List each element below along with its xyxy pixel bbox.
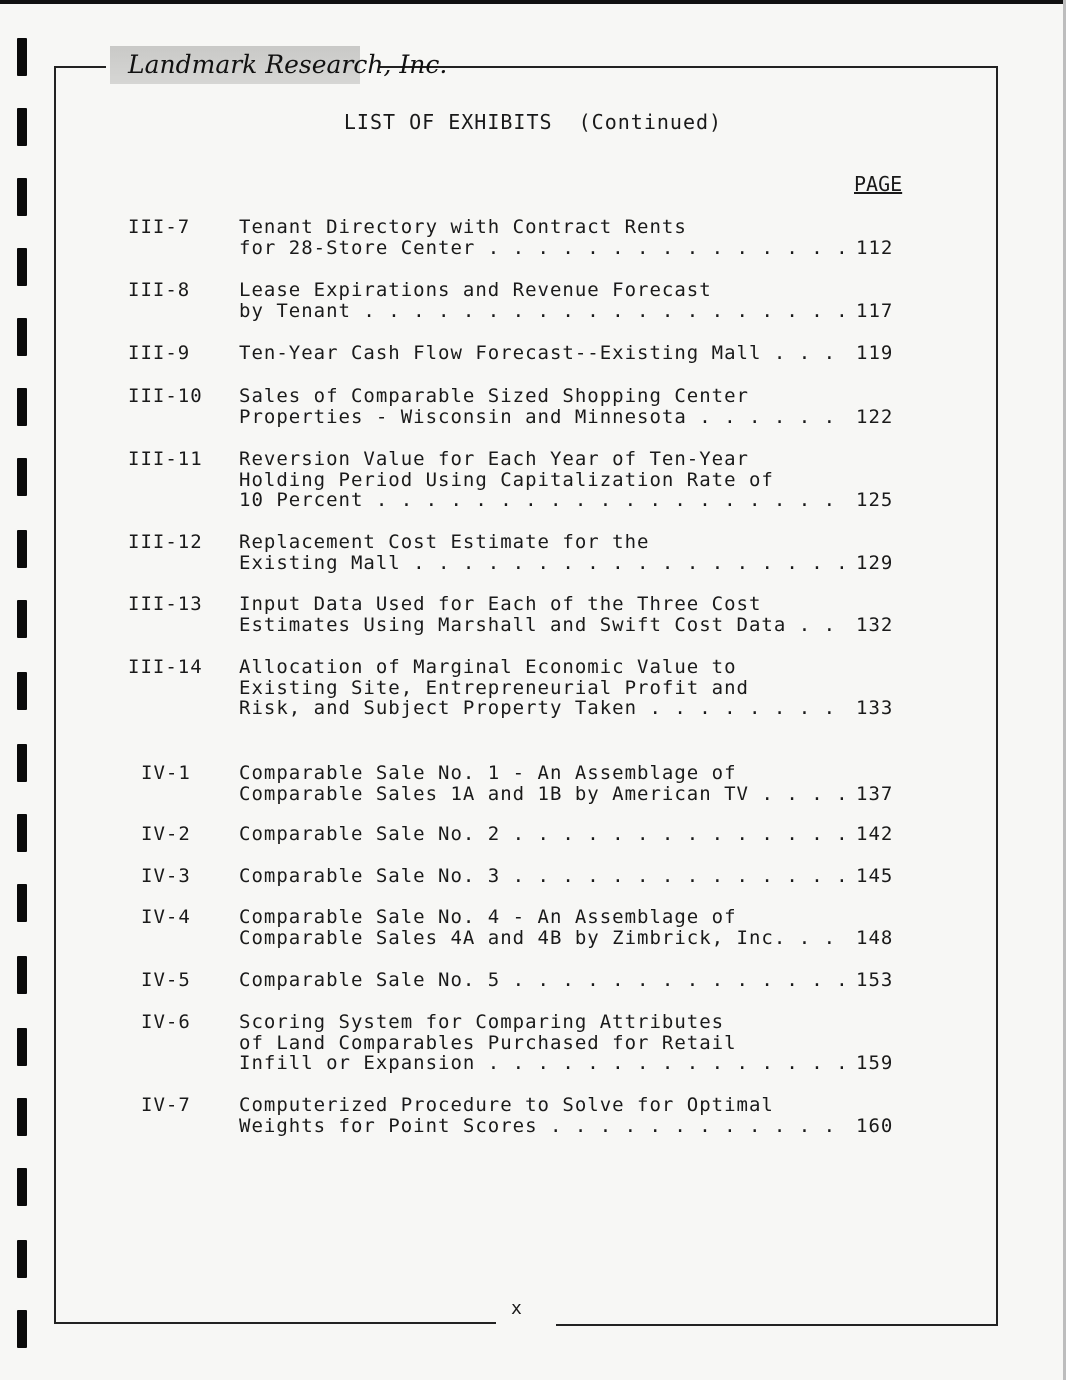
dot-leader: . . . . . . . . . . . . . . . <box>475 1052 849 1075</box>
binder-hole <box>17 1028 27 1066</box>
exhibit-number: III-13 <box>128 593 203 615</box>
dot-leader: . . . . . . . . . . . . . . <box>500 823 849 845</box>
exhibit-page-number: 132 <box>856 613 894 636</box>
exhibit-title-line <box>239 1032 829 1054</box>
exhibit-title-text: Infill or Expansion <box>239 1052 476 1075</box>
exhibit-number: III-11 <box>128 448 203 470</box>
exhibit-title-text: Ten-Year Cash Flow Forecast--Existing Mall <box>239 342 762 364</box>
exhibit-title-line <box>239 405 837 428</box>
exhibit-title-text: Tenant Directory with Contract Rents <box>239 216 687 238</box>
exhibit-title-text: Holding Period Using Capitalization Rate of <box>239 468 774 491</box>
exhibit-title-text: Computerized Procedure to Solve for Optimal <box>239 1094 774 1116</box>
dot-leader: . . <box>786 613 837 636</box>
exhibit-page-number: 145 <box>856 865 894 887</box>
exhibit-title-text: of Land Comparables Purchased for Retail <box>239 1031 737 1054</box>
dot-leader: . . . . . . . . <box>637 697 837 720</box>
exhibit-title-line <box>239 762 829 784</box>
frame-bottom-right <box>556 1324 998 1326</box>
exhibit-title-line <box>239 823 849 845</box>
exhibit-title-text: Comparable Sale No. 3 <box>239 865 501 887</box>
binder-hole <box>17 38 27 76</box>
binder-hole <box>17 388 27 426</box>
binder-hole <box>17 672 27 710</box>
binder-hole <box>17 248 27 286</box>
exhibit-page-number: 133 <box>856 697 894 720</box>
exhibit-number: III-7 <box>128 216 191 238</box>
exhibit-title-line <box>239 782 849 805</box>
exhibit-title-text: Comparable Sales 1A and 1B by American TV <box>239 782 749 805</box>
exhibit-title-text: Comparable Sale No. 4 - An Assemblage of <box>239 906 737 928</box>
frame-top-left <box>54 66 106 68</box>
exhibit-page-number: 142 <box>856 823 894 845</box>
exhibit-title-line <box>239 385 829 407</box>
dot-leader: . . . <box>761 342 837 364</box>
binder-hole <box>17 458 27 496</box>
exhibit-title-text: by Tenant <box>239 299 351 322</box>
exhibit-title-line <box>239 279 829 301</box>
dot-leader: . . . . . . . . . . . . . . . . . . <box>400 551 849 574</box>
binder-hole <box>17 1240 27 1278</box>
exhibit-title-line <box>239 551 849 574</box>
exhibit-number: III-9 <box>128 342 191 364</box>
exhibit-page-number: 122 <box>856 405 894 428</box>
binder-hole <box>17 884 27 922</box>
binder-hole <box>17 318 27 356</box>
exhibit-title-line <box>239 1114 837 1137</box>
binder-hole <box>17 530 27 568</box>
dot-leader: . . . . . . . . . . . . . . <box>500 865 849 887</box>
company-logo <box>110 46 448 84</box>
exhibit-number: III-8 <box>128 279 191 301</box>
exhibit-title-line <box>239 342 837 364</box>
page-number: x <box>511 1298 522 1319</box>
exhibit-page-number: 112 <box>856 236 894 259</box>
exhibit-title-line <box>239 593 829 615</box>
exhibit-number: IV-7 <box>141 1094 191 1116</box>
page-column-header: PAGE <box>854 172 903 196</box>
page-title: LIST OF EXHIBITS (Continued) <box>343 110 723 134</box>
exhibit-title-line <box>239 1011 829 1033</box>
exhibit-number: III-14 <box>128 656 203 678</box>
dot-leader: . . . . . . <box>686 405 837 428</box>
exhibit-title-text: Scoring System for Comparing Attributes <box>239 1011 725 1033</box>
exhibit-title-line <box>239 448 829 470</box>
exhibit-number: IV-4 <box>141 906 191 928</box>
exhibit-title-text: Estimates Using Marshall and Swift Cost Data <box>239 613 787 636</box>
exhibit-title-text: Weights for Point Scores <box>239 1114 538 1137</box>
exhibit-title-text: Input Data Used for Each of the Three Cost <box>239 593 762 615</box>
frame-bottom-left <box>54 1322 496 1324</box>
exhibit-page-number: 117 <box>856 299 894 322</box>
company-name: Landmark Research, Inc. <box>128 50 448 79</box>
dot-leader: . . <box>786 926 837 949</box>
exhibit-title-line <box>239 299 849 322</box>
exhibit-title-text: Existing Site, Entrepreneurial Profit and <box>239 676 749 699</box>
binder-hole <box>17 1168 27 1206</box>
exhibit-title-line <box>239 216 829 238</box>
exhibit-title-line <box>239 613 837 636</box>
exhibit-title-text: Comparable Sale No. 2 <box>239 823 501 845</box>
exhibit-number: III-12 <box>128 531 203 553</box>
exhibit-title-text: Comparable Sale No. 5 <box>239 969 501 991</box>
binder-hole <box>17 600 27 638</box>
exhibit-title-text: Comparable Sales 4A and 4B by Zimbrick, Inc. <box>239 926 787 949</box>
exhibit-title-line <box>239 677 829 699</box>
exhibit-page-number: 125 <box>856 489 894 512</box>
exhibit-number: III-10 <box>128 385 203 407</box>
page-top-edge <box>0 0 1066 4</box>
exhibit-title-text: 10 Percent <box>239 489 364 512</box>
exhibit-title-text: for 28-Store Center <box>239 236 476 259</box>
dot-leader: . . . . . . . . . . . . . . . . . . . . <box>350 299 849 322</box>
dot-leader: . . . . . . . . . . . . . . . <box>475 236 849 259</box>
dot-leader: . . . . <box>749 782 849 805</box>
exhibit-title-text: Risk, and Subject Property Taken <box>239 697 638 720</box>
dot-leader: . . . . . . . . . . . . <box>537 1114 837 1137</box>
exhibit-title-text: Sales of Comparable Sized Shopping Center <box>239 385 749 407</box>
exhibit-title-text: Comparable Sale No. 1 - An Assemblage of <box>239 762 737 784</box>
binder-hole <box>17 744 27 782</box>
binder-hole <box>17 1310 27 1348</box>
exhibit-title-line <box>239 1094 829 1116</box>
exhibit-title-text: Lease Expirations and Revenue Forecast <box>239 279 712 301</box>
frame-right <box>996 66 998 1326</box>
dot-leader: . . . . . . . . . . . . . . <box>500 969 849 991</box>
exhibit-number: IV-2 <box>141 823 191 845</box>
exhibit-number: IV-6 <box>141 1011 191 1033</box>
exhibit-page-number: 153 <box>856 969 894 991</box>
dot-leader: . . . . . . . . . . . . . . . . . . . <box>363 489 837 512</box>
exhibit-title-line <box>239 926 837 949</box>
exhibit-page-number: 148 <box>856 926 894 949</box>
exhibit-title-line <box>239 489 837 512</box>
exhibit-title-line <box>239 469 829 491</box>
binder-hole <box>17 1098 27 1136</box>
exhibit-page-number: 160 <box>856 1114 894 1137</box>
exhibit-title-line <box>239 906 829 928</box>
exhibit-title-text: Allocation of Marginal Economic Value to <box>239 656 737 678</box>
exhibit-number: IV-3 <box>141 865 191 887</box>
exhibit-title-text: Existing Mall <box>239 551 401 574</box>
binder-hole <box>17 956 27 994</box>
frame-top-right <box>380 66 998 68</box>
exhibit-page-number: 129 <box>856 551 894 574</box>
exhibit-page-number: 137 <box>856 782 894 805</box>
frame-left <box>54 66 56 1322</box>
exhibit-title-line <box>239 656 829 678</box>
exhibit-title-line <box>239 236 849 259</box>
binder-hole <box>17 178 27 216</box>
exhibit-number: IV-5 <box>141 969 191 991</box>
exhibit-title-line <box>239 531 829 553</box>
exhibit-title-line <box>239 697 837 720</box>
exhibit-page-number: 159 <box>856 1052 894 1075</box>
exhibit-title-text: Replacement Cost Estimate for the <box>239 531 650 553</box>
binder-hole <box>17 814 27 852</box>
exhibit-number: IV-1 <box>141 762 191 784</box>
exhibit-page-number: 119 <box>856 342 894 364</box>
exhibit-title-line <box>239 969 849 991</box>
exhibit-title-line <box>239 1052 849 1075</box>
exhibit-title-text: Properties - Wisconsin and Minnesota <box>239 405 687 428</box>
exhibit-title-line <box>239 865 849 887</box>
exhibit-title-text: Reversion Value for Each Year of Ten-Year <box>239 448 749 470</box>
